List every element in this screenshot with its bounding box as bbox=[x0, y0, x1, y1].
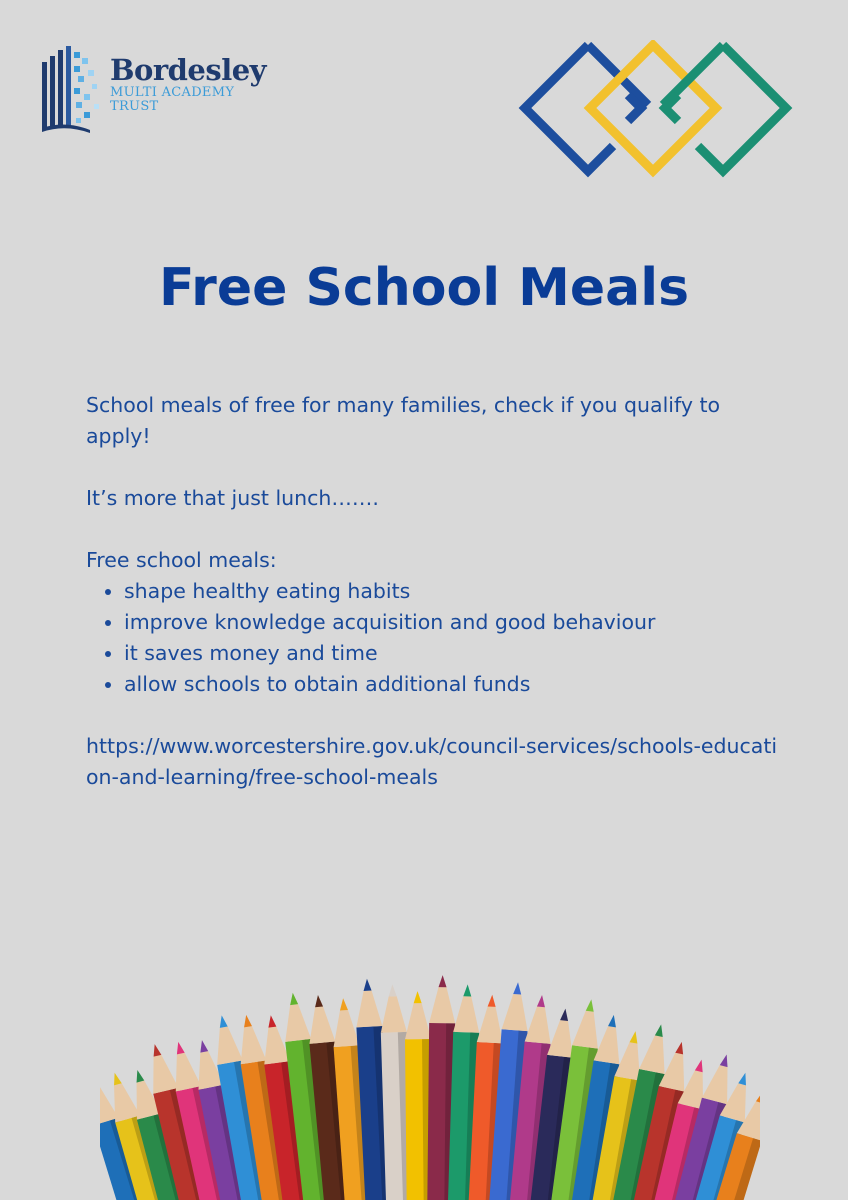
list-item: • shape healthy eating habits bbox=[124, 576, 786, 607]
bordesley-logo bbox=[40, 44, 290, 134]
info-link[interactable]: https://www.worcestershire.gov.uk/council-services/schools-education-and-learning/free-school-meals bbox=[86, 734, 778, 789]
brand-subtitle-line2: TRUST bbox=[110, 99, 159, 114]
intro-text: School meals of free for many families, check if you qualify to apply! bbox=[86, 393, 721, 448]
brand-text bbox=[110, 54, 266, 114]
list-heading: Free school meals: bbox=[86, 548, 277, 572]
list-item: • it saves money and time bbox=[124, 638, 786, 669]
list-item: • improve knowledge acquisition and good behaviour bbox=[124, 607, 786, 638]
colored-pencils-image bbox=[100, 960, 760, 1200]
book-logo-icon bbox=[40, 44, 106, 134]
brand-subtitle-line1: MULTI ACADEMY bbox=[110, 85, 235, 100]
page-title: Free School Meals bbox=[158, 258, 690, 318]
body-content bbox=[86, 390, 786, 793]
brand-name: Bordesley bbox=[110, 53, 267, 87]
list-item: • allow schools to obtain additional funds bbox=[124, 669, 786, 700]
tagline-text: It’s more that just lunch……. bbox=[86, 486, 379, 510]
benefits-list bbox=[86, 576, 786, 700]
interlocked-diamonds-icon bbox=[518, 40, 793, 180]
